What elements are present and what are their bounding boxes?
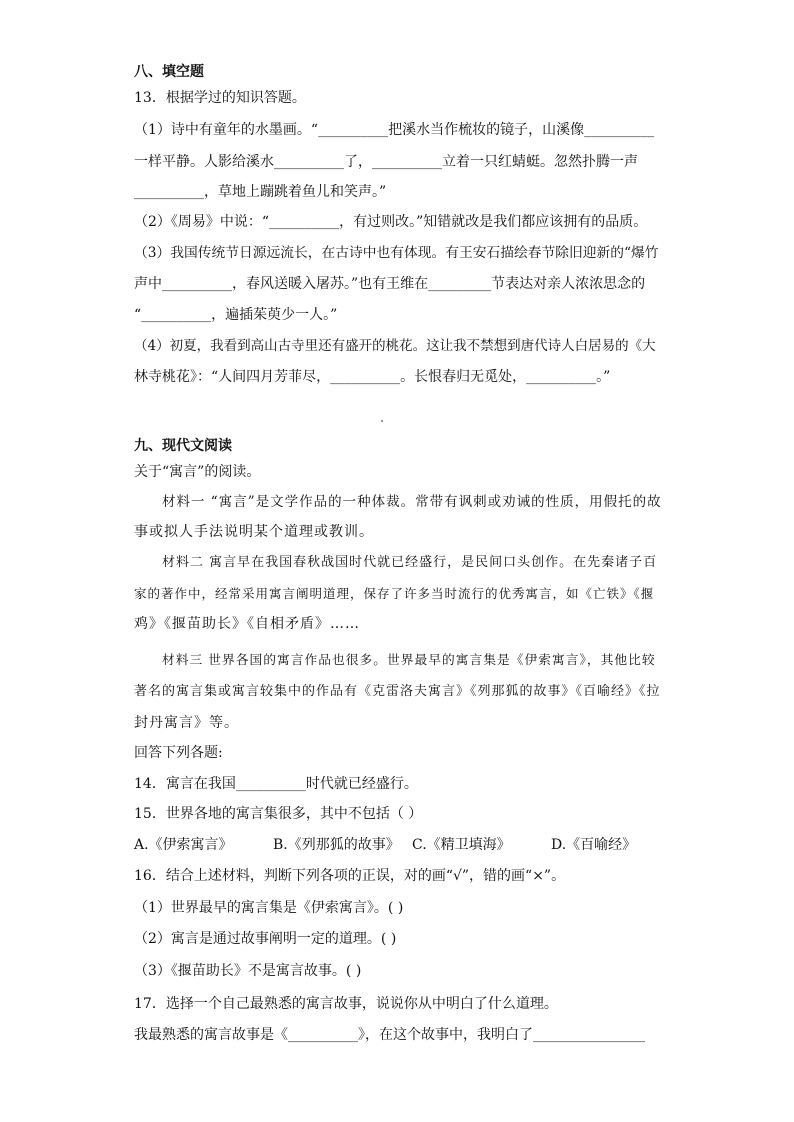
q13-part3-line2: 声中__________，春风送暖入屠苏。”也有王维在_________节表达对亲人浓浓思念的 [134,276,646,292]
material-3-line3: 封丹寓言》等。 [134,715,239,731]
material-2-line1: 材料二 寓言早在我国春秋战国时代就已经盛行，是民间口头创作。在先秦诸子百 [162,555,658,570]
q13-part4-line1: （4）初夏，我看到高山古寺里还有盛开的桃花。这让我不禁想到唐代诗人白居易的《大 [134,338,656,354]
q13-part2-line1: （2）《周易》中说：“__________，有过则改。”知错就改是我们都应该拥有的品质。 [134,214,648,230]
q16-item-1: （1）世界最早的寓言集是《伊索寓言》。( ) [134,900,404,916]
q17-answer-line: 我最熟悉的寓言故事是《__________》，在这个故事中，我明白了________________ [134,1027,645,1043]
q13-part1-line2: 一样平静。人影给溪水__________了，__________立着一只红蜻蜓。忽然扑腾一声 [134,154,638,170]
q16-item-3: （3）《揠苗助长》不是寓言故事。( ) [134,963,362,979]
q13-part3-line1: （3）我国传统节日源远流长，在古诗中也有体现。有王安石描绘春节除旧迎新的“爆竹 [134,245,659,261]
material-2-line3: 鸡》《揠苗助长》《自相矛盾》…… [134,616,360,632]
question-17-stem: 17．选择一个自己最熟悉的寓言故事，说说你从中明白了什么道理。 [134,996,558,1012]
q13-part1-line1: （1）诗中有童年的水墨画。“__________把溪水当作梳妆的镜子，山溪像__________ [134,122,655,138]
question-14: 14．寓言在我国__________时代就已经盛行。 [134,776,418,792]
q13-part3-line3: “__________，遍插茱萸少一人。” [134,307,338,323]
material-1-line1: 材料一 “寓言”是文学作品的一种体裁。常带有讽刺或劝诫的性质，用假托的故 [162,494,662,510]
material-3-line2: 著名的寓言集或寓言较集中的作品有《克雷洛夫寓言》《列那狐的故事》《百喻经》《拉 [134,684,661,699]
q15-option-b: B.《列那狐的故事》 [273,837,400,853]
material-2-line2: 家的著作中，经常采用寓言阐明道理，保存了许多当时流行的优秀寓言，如《亡铁》《揠 [134,586,655,601]
answer-prompt: 回答下列各题: [134,745,223,761]
stray-dot [381,420,383,422]
q13-part1-line3: __________，草地上蹦跳着鱼儿和笑声。” [134,184,387,200]
material-3-line1: 材料三 世界各国的寓言作品也很多。世界最早的寓言集是《伊索寓言》，其他比较 [162,653,656,668]
q15-option-a: A.《伊索寓言》 [134,837,233,853]
question-15-stem: 15．世界各地的寓言集很多，其中不包括（ ） [134,806,423,822]
section-9-title: 九、现代文阅读 [134,438,232,454]
material-1-line2: 事或拟人手法说明某个道理或教训。 [134,524,374,540]
q15-option-c: C.《精卫填海》 [412,837,511,853]
section-8-title: 八、填空题 [134,64,204,80]
reading-intro: 关于“寓言”的阅读。 [134,464,261,480]
question-13-stem: 13．根据学过的知识答题。 [134,90,306,106]
q13-part4-line2: 林寺桃花》：“人间四月芳菲尽，__________。长恨春归无觅处，__________。” [134,369,611,385]
q15-option-d: D.《百喻经》 [551,837,637,853]
q16-item-2: （2）寓言是通过故事阐明一定的道理。( ) [134,931,397,947]
question-16-stem: 16．结合上述材料，判断下列各项的正误，对的画“√”，错的画“×”。 [134,868,566,884]
